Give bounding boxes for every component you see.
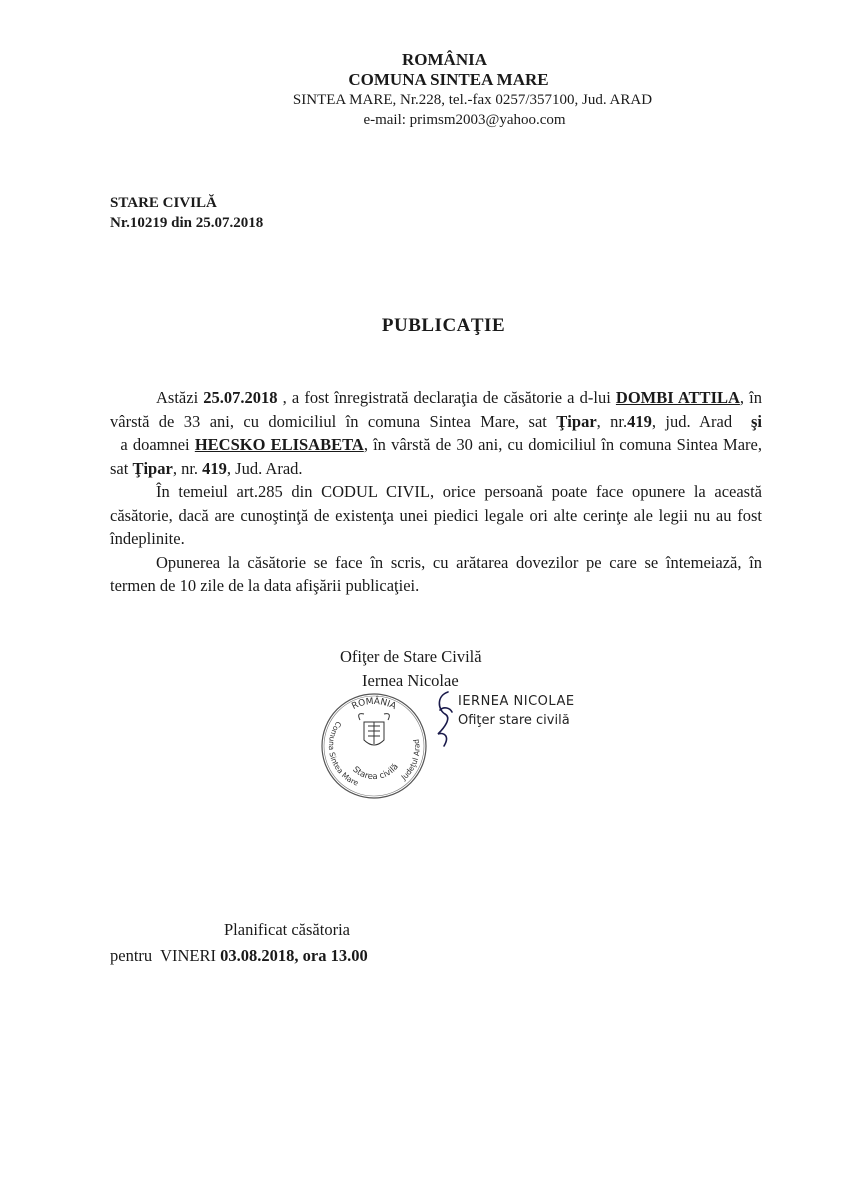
handwritten-signature — [430, 688, 460, 750]
planned-schedule — [110, 943, 368, 969]
coat-of-arms-icon — [359, 714, 390, 745]
planned-marriage — [110, 917, 368, 969]
paragraph-opposition: Opunerea la căsătorie se face în scris, cu arătarea dovezilor pe care se întemeiază, în termen de 10 zile de la data afişării publicaţiei. — [110, 552, 762, 595]
officer-stamp — [458, 692, 575, 730]
seal-top-text: ROMÂNIA — [350, 696, 398, 712]
declaration-date: 25.07.2018 — [203, 388, 278, 407]
planned-label: Planificat căsătoria — [224, 920, 350, 939]
civil-status-seal — [318, 690, 430, 802]
header-comuna: COMUNA SINTEA MARE — [348, 70, 549, 89]
text-fragment: , în vârstă de 33 ani, cu domiciliul în comuna Sintea Mare, sat — [110, 388, 762, 431]
text-fragment: , Jud. Arad. — [226, 458, 303, 478]
document-title-text: PUBLICAŢIE — [381, 315, 506, 336]
header-email: e-mail: primsm2003@yahoo.com — [363, 112, 566, 128]
text-fragment: , jud. Arad — [651, 411, 751, 431]
officer-signature-block — [340, 645, 482, 693]
header-address: SINTEA MARE, Nr.228, tel.-fax 0257/357100, Jud. ARAD — [292, 92, 653, 108]
paragraph-declaration — [110, 386, 762, 480]
text-fragment: , în vârstă de 30 ani, cu domiciliul în comuna Sintea Mare, sat — [110, 435, 762, 478]
text-fragment: a doamnei — [110, 435, 195, 454]
seal-left-text: Comuna Sintea Mare — [326, 719, 360, 788]
stamp-name: IERNEA NICOLAE — [458, 694, 575, 709]
groom-number: 419 — [627, 411, 652, 431]
bride-number: 419 — [202, 458, 227, 478]
text-fragment: , a fost înregistrată declaraţia de căsătorie a d-lui — [277, 388, 616, 407]
header-country: ROMÂNIA — [402, 50, 487, 69]
planned-prefix: pentru VINERI — [110, 946, 221, 965]
groom-name: DOMBI ATTILA — [615, 388, 740, 407]
bride-name: HECSKO ELISABETA — [194, 435, 364, 454]
text-fragment: Astăzi — [156, 388, 204, 407]
publication-body — [110, 386, 762, 598]
stamp-role: Ofiţer stare civilă — [458, 713, 570, 728]
conjunction: şi — [750, 411, 762, 431]
planned-datetime: 03.08.2018, ora 13.00 — [220, 946, 368, 965]
officer-title: Ofiţer de Stare Civilă — [340, 647, 482, 666]
groom-village: Ţipar — [556, 411, 597, 431]
seal-right-text: Judeţul Arad — [399, 738, 422, 782]
text-fragment: , nr. — [596, 411, 628, 431]
text-fragment: , nr. — [172, 458, 203, 478]
document-header — [0, 50, 849, 130]
document-title — [0, 315, 849, 337]
registry-block — [110, 193, 263, 233]
paragraph-legal-basis: În temeiul art.285 din CODUL CIVIL, orice persoană poate face opunere la această căsătorie, dacă are cunoştinţă de existenţa unei piedici legale ori alte cerinţe ale legii nu au fost îndeplinite. — [110, 482, 762, 548]
registry-number: Nr.10219 din 25.07.2018 — [110, 215, 264, 231]
seal-center-text: Starea civilă — [350, 762, 401, 783]
bride-village: Ţipar — [132, 458, 173, 478]
registry-department: STARE CIVILĂ — [110, 195, 217, 211]
officer-name: Iernea Nicolae — [362, 671, 459, 690]
